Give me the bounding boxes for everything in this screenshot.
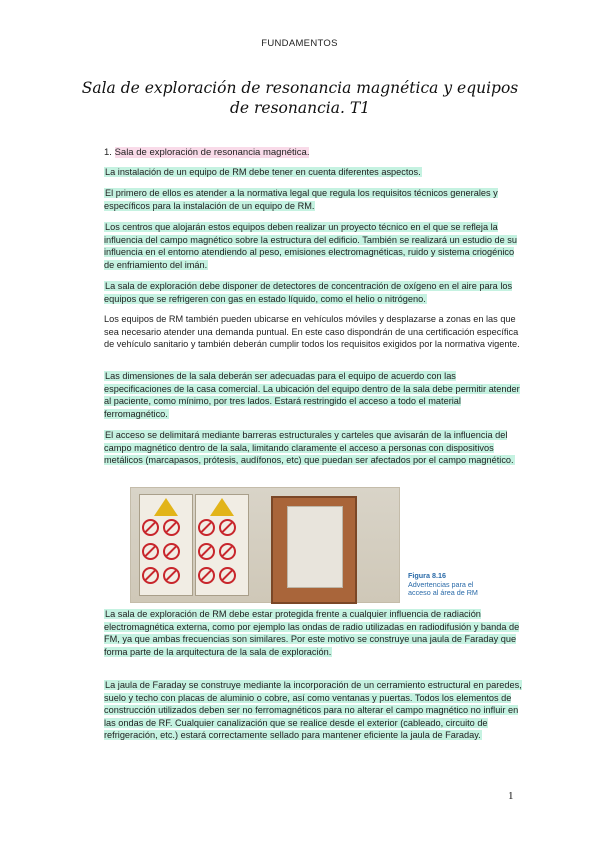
paragraph-6: Las dimensiones de la sala deberán ser adecuadas para el equipo de acuerdo con las especificaciones de la casa comercial. La ubicación del equipo dentro de la sala debe permitir atender al paciente, como mínimo, por tres lados. Estará restringido el acceso a todo el material ferromagnético. (104, 371, 520, 419)
paragraph-7: El acceso se delimitará mediante barreras estructurales y carteles que avisarán de la influencia del campo magnético dentro de la sala, limitando claramente el acceso a personas con dispositivos metálicos (marcapasos, prótesis, audífonos, etc) que puedan ser afectados por el campo magnético. (104, 430, 514, 466)
prohibited-icon (198, 567, 215, 584)
figure-caption-text: Advertencias para el acceso al área de RM (408, 579, 478, 597)
page-number: 1 (508, 790, 514, 802)
paragraph-3: Los centros que alojarán estos equipos deben realizar un proyecto técnico en el que se refleja la influencia del campo magnético sobre la estructura del edificio. También se realizará un estudio de su influencia en el entorno atendiendo al peso, emisiones electromagnéticas, ruido y sistema criogénico de enfriamiento del imán. (104, 222, 517, 270)
warning-signs-photo (130, 487, 400, 603)
prohibited-icon (163, 519, 180, 536)
page-title: Sala de exploración de resonancia magnética y equipos de resonancia. T1 (81, 79, 519, 117)
mri-room-door (271, 496, 357, 604)
prohibited-icon (219, 519, 236, 536)
prohibited-icon (198, 519, 215, 536)
paragraph-9: La jaula de Faraday se construye mediante la incorporación de un cerramiento estructural en paredes, suelo y techo con placas de aluminio o cobre, así como ventanas y puertas. Todos los elementos de construcción utilizados deben ser no ferromagnéticos para no alterar el campo magnético no influir en las ondas de RF. Cualquier canalización que se realice desde el exterior (cableado, circuito de refrigeración, etc.) estará correctamente sellado para mantener eficiente la jaula de Faraday. (104, 680, 522, 741)
prohibited-icon (219, 543, 236, 560)
door-panel (287, 506, 343, 588)
prohibited-icon (198, 543, 215, 560)
section-number: 1. (104, 147, 112, 158)
paragraph-4: La sala de exploración debe disponer de detectores de concentración de oxígeno en el aire para los equipos que se refrigeren con gas en estado líquido, como el helio o nitrógeno. (104, 281, 513, 304)
prohibited-icon (219, 567, 236, 584)
paragraph-5: Los equipos de RM también pueden ubicarse en vehículos móviles y desplazarse a zonas en las que sea necesario atender una demanda puntual. En este caso dispondrán de una certificación específica de vehículo sanitario y también deberán cumplir todos los requisitos exigidos por la normativa vigente. (104, 314, 520, 350)
prohibited-icon (163, 567, 180, 584)
paragraph-8: La sala de exploración de RM debe estar protegida frente a cualquier influencia de radiación electromagnética externa, como por ejemplo las ondas de radio utilizadas en radiodifusión y banda de FM, ya que ambas frecuencias son similares. Por este motivo se construye una jaula de Faraday que forma parte de la arquitectura de la sala de exploración. (104, 609, 520, 657)
warning-triangle-icon (154, 498, 178, 516)
warning-triangle-icon (210, 498, 234, 516)
section-heading (104, 147, 309, 158)
figure-mri-warnings (130, 487, 478, 605)
prohibited-icon (163, 543, 180, 560)
prohibited-icon (142, 519, 159, 536)
prohibited-icon (142, 543, 159, 560)
figure-label: Figura 8.16 (408, 571, 446, 580)
paragraph-2: El primero de ellos es atender a la normativa legal que regula los requisitos técnicos generales y específicos para la instalación de un equipo de RM. (104, 188, 498, 211)
prohibited-icon (142, 567, 159, 584)
figure-caption (408, 572, 478, 598)
section-heading-text: Sala de exploración de resonancia magnética. (114, 147, 310, 158)
warning-sign-left (139, 494, 193, 596)
paragraph-1: La instalación de un equipo de RM debe tener en cuenta diferentes aspectos. (105, 167, 421, 177)
warning-sign-right (195, 494, 249, 596)
page-header: FUNDAMENTOS (261, 38, 338, 49)
